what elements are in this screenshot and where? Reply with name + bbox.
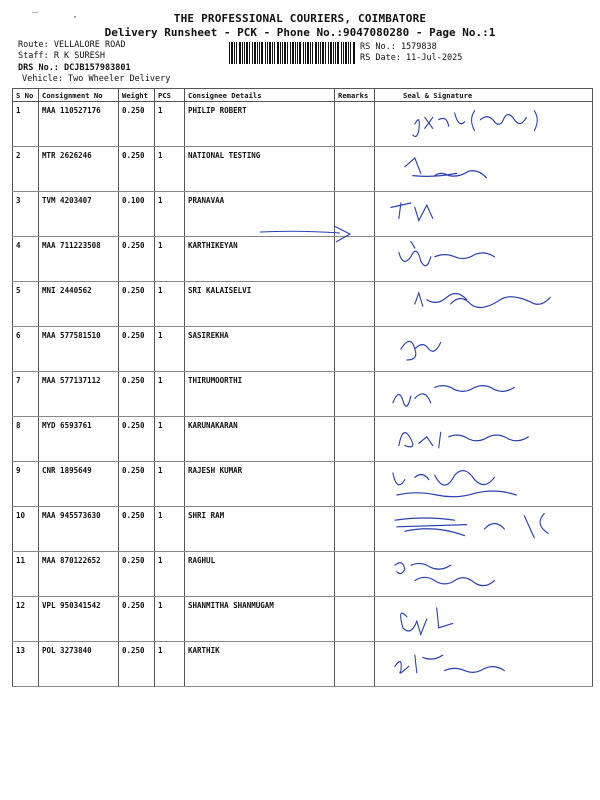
signature-scribble [375, 282, 592, 326]
cell-pcs: 1 [155, 417, 185, 462]
cell-weight: 0.250 [119, 462, 155, 507]
signature-scribble [375, 597, 592, 641]
cell-pcs: 1 [155, 282, 185, 327]
barcode-bar [261, 42, 263, 64]
signature-scribble [375, 507, 592, 551]
barcode-bar [277, 42, 279, 64]
company-title: THE PROFESSIONAL COURIERS, COIMBATORE [173, 12, 427, 25]
cell-remarks [335, 552, 375, 597]
cell-consignment: VPL 950341542 [39, 597, 119, 642]
table-header-row [13, 89, 593, 102]
barcode-bar [297, 42, 298, 64]
cell-signature [375, 327, 593, 372]
cell-remarks [335, 372, 375, 417]
table-row [13, 597, 593, 642]
barcode-bar [244, 42, 245, 64]
cell-consignee: KARTHIK [185, 642, 335, 687]
table-row [13, 282, 593, 327]
rs-date: RS Date: 11-Jul-2025 [360, 53, 463, 63]
cell-pcs: 1 [155, 462, 185, 507]
barcode-bar [330, 42, 332, 64]
barcode-bar [239, 42, 241, 64]
cell-weight: 0.250 [119, 327, 155, 372]
signature-scribble [375, 417, 592, 461]
cell-consignee: SASIREKHA [185, 327, 335, 372]
barcode-bar [295, 42, 296, 64]
cell-remarks [335, 282, 375, 327]
cell-consignee: SHRI RAM [185, 507, 335, 552]
barcode-bar [333, 42, 334, 64]
cell-sno: 2 [13, 147, 39, 192]
cell-sno: 5 [13, 282, 39, 327]
cell-signature [375, 642, 593, 687]
cell-weight: 0.100 [119, 192, 155, 237]
cell-consignment: MAA 577137112 [39, 372, 119, 417]
cell-sno: 4 [13, 237, 39, 282]
cell-weight: 0.250 [119, 417, 155, 462]
cell-weight: 0.250 [119, 147, 155, 192]
cell-signature [375, 237, 593, 282]
scan-mark: ‾ [32, 12, 39, 23]
cell-pcs: 1 [155, 192, 185, 237]
cell-consignee: THIRUMOORTHI [185, 372, 335, 417]
barcode-bar [234, 42, 235, 64]
cell-consignment: MAA 945573630 [39, 507, 119, 552]
cell-remarks [335, 417, 375, 462]
cell-signature [375, 507, 593, 552]
runsheet-table [12, 88, 593, 687]
barcode-bar [335, 42, 336, 64]
barcode-bar [307, 42, 309, 64]
table-row [13, 147, 593, 192]
cell-consignee: PHILIP ROBERT [185, 102, 335, 147]
barcode-bar [265, 42, 266, 64]
barcode-bar [303, 42, 304, 64]
signature-scribble [375, 327, 592, 371]
signature-scribble [375, 237, 592, 281]
barcode-bar [305, 42, 306, 64]
cell-pcs: 1 [155, 102, 185, 147]
barcode-bar [322, 42, 324, 64]
cell-remarks [335, 102, 375, 147]
handwritten-arrow-icon [258, 224, 358, 246]
barcode-bar [280, 42, 281, 64]
barcode-bar [254, 42, 256, 64]
cell-consignee: SRI KALAISELVI [185, 282, 335, 327]
cell-sno: 9 [13, 462, 39, 507]
cell-signature [375, 462, 593, 507]
barcode-bar [252, 42, 253, 64]
barcode-bar [269, 42, 271, 64]
cell-signature [375, 192, 593, 237]
cell-weight: 0.250 [119, 372, 155, 417]
cell-consignee: RAJESH KUMAR [185, 462, 335, 507]
cell-consignee: KARTHIKEYAN [185, 237, 335, 282]
cell-consignee: SHANMITHA SHANMUGAM [185, 597, 335, 642]
cell-consignment: MAA 110527176 [39, 102, 119, 147]
barcode-bar [318, 42, 319, 64]
cell-remarks [335, 507, 375, 552]
route-label: Route: VELLALORE ROAD [18, 40, 126, 50]
scan-mark: · [72, 12, 79, 23]
signature-scribble [375, 552, 592, 596]
barcode-bar [290, 42, 291, 64]
barcode-bar [337, 42, 339, 64]
cell-consignment: MAA 711223508 [39, 237, 119, 282]
barcode-bar [287, 42, 288, 64]
barcode-bar [236, 42, 237, 64]
cell-pcs: 1 [155, 597, 185, 642]
cell-weight: 0.250 [119, 597, 155, 642]
barcode-bar [259, 42, 260, 64]
cell-remarks [335, 642, 375, 687]
signature-scribble [375, 462, 592, 506]
barcode-icon [229, 42, 355, 64]
barcode-bar [242, 42, 243, 64]
cell-pcs: 1 [155, 237, 185, 282]
cell-remarks [335, 147, 375, 192]
table-row [13, 417, 593, 462]
col-header-consignment: Consignment No [39, 89, 119, 102]
cell-signature [375, 417, 593, 462]
cell-signature [375, 372, 593, 417]
barcode-bar [345, 42, 347, 64]
barcode-bar [350, 42, 351, 64]
table-row [13, 372, 593, 417]
barcode-bar [348, 42, 349, 64]
barcode-bar [310, 42, 311, 64]
cell-consignee: RAGHUL [185, 552, 335, 597]
barcode-bar [328, 42, 329, 64]
col-header-remarks: Remarks [335, 89, 375, 102]
cell-consignee: NATIONAL TESTING [185, 147, 335, 192]
barcode-bar [292, 42, 294, 64]
signature-scribble [375, 192, 592, 236]
table-row [13, 552, 593, 597]
staff-label: Staff: R K SURESH [18, 51, 105, 61]
cell-weight: 0.250 [119, 237, 155, 282]
signature-scribble [375, 102, 592, 146]
cell-sno: 13 [13, 642, 39, 687]
barcode-bar [299, 42, 301, 64]
cell-weight: 0.250 [119, 507, 155, 552]
rs-number: RS No.: 1579838 [360, 42, 437, 52]
barcode-bar [343, 42, 344, 64]
cell-sno: 11 [13, 552, 39, 597]
cell-consignment: MAA 870122652 [39, 552, 119, 597]
cell-consignee: PRANAVAA [185, 192, 335, 237]
signature-scribble [375, 642, 592, 686]
table-row [13, 642, 593, 687]
cell-weight: 0.250 [119, 282, 155, 327]
cell-pcs: 1 [155, 552, 185, 597]
signature-scribble [375, 147, 592, 191]
cell-weight: 0.250 [119, 102, 155, 147]
table-row [13, 462, 593, 507]
cell-pcs: 1 [155, 327, 185, 372]
cell-sno: 6 [13, 327, 39, 372]
cell-signature [375, 102, 593, 147]
barcode-bar [353, 42, 355, 64]
cell-consignment: MTR 2626246 [39, 147, 119, 192]
cell-sno: 1 [13, 102, 39, 147]
barcode-bar [341, 42, 342, 64]
cell-pcs: 1 [155, 507, 185, 552]
runsheet-subtitle: Delivery Runsheet - PCK - Phone No.:9047080280 - Page No.:1 [104, 26, 496, 39]
col-header-sno: S No [13, 89, 39, 102]
cell-sno: 12 [13, 597, 39, 642]
cell-consignment: MAA 577581510 [39, 327, 119, 372]
cell-sno: 3 [13, 192, 39, 237]
cell-signature [375, 282, 593, 327]
cell-weight: 0.250 [119, 552, 155, 597]
cell-sno: 8 [13, 417, 39, 462]
barcode-bar [257, 42, 258, 64]
col-header-signature: Seal & Signature [375, 89, 593, 102]
barcode-bar [229, 42, 230, 64]
cell-consignment: CNR 1895649 [39, 462, 119, 507]
cell-remarks [335, 327, 375, 372]
barcode-bar [274, 42, 275, 64]
cell-signature [375, 597, 593, 642]
barcode-bar [246, 42, 248, 64]
table-row [13, 102, 593, 147]
cell-pcs: 1 [155, 642, 185, 687]
cell-remarks [335, 462, 375, 507]
barcode-bar [315, 42, 317, 64]
cell-consignment: MNI 2440562 [39, 282, 119, 327]
barcode-bar [320, 42, 321, 64]
barcode-bar [325, 42, 326, 64]
signature-scribble [375, 372, 592, 416]
cell-sno: 7 [13, 372, 39, 417]
table-row [13, 327, 593, 372]
barcode-bar [282, 42, 283, 64]
table-row [13, 507, 593, 552]
cell-consignment: MYD 6593761 [39, 417, 119, 462]
cell-remarks [335, 597, 375, 642]
barcode-bar [312, 42, 313, 64]
cell-sno: 10 [13, 507, 39, 552]
cell-consignment: TVM 4203407 [39, 192, 119, 237]
col-header-pcs: PCS [155, 89, 185, 102]
barcode-bar [231, 42, 233, 64]
cell-consignee: KARUNAKARAN [185, 417, 335, 462]
col-header-consignee: Consignee Details [185, 89, 335, 102]
col-header-weight: Weight [119, 89, 155, 102]
barcode-bar [272, 42, 273, 64]
cell-signature [375, 147, 593, 192]
vehicle-label: Vehicle: Two Wheeler Delivery [22, 74, 171, 84]
cell-weight: 0.250 [119, 642, 155, 687]
drs-number: DRS No.: DCJB157983801 [18, 63, 131, 73]
barcode-bar [249, 42, 250, 64]
cell-pcs: 1 [155, 147, 185, 192]
barcode-bar [284, 42, 286, 64]
cell-pcs: 1 [155, 372, 185, 417]
barcode-bar [267, 42, 268, 64]
cell-consignment: POL 3273840 [39, 642, 119, 687]
cell-signature [375, 552, 593, 597]
